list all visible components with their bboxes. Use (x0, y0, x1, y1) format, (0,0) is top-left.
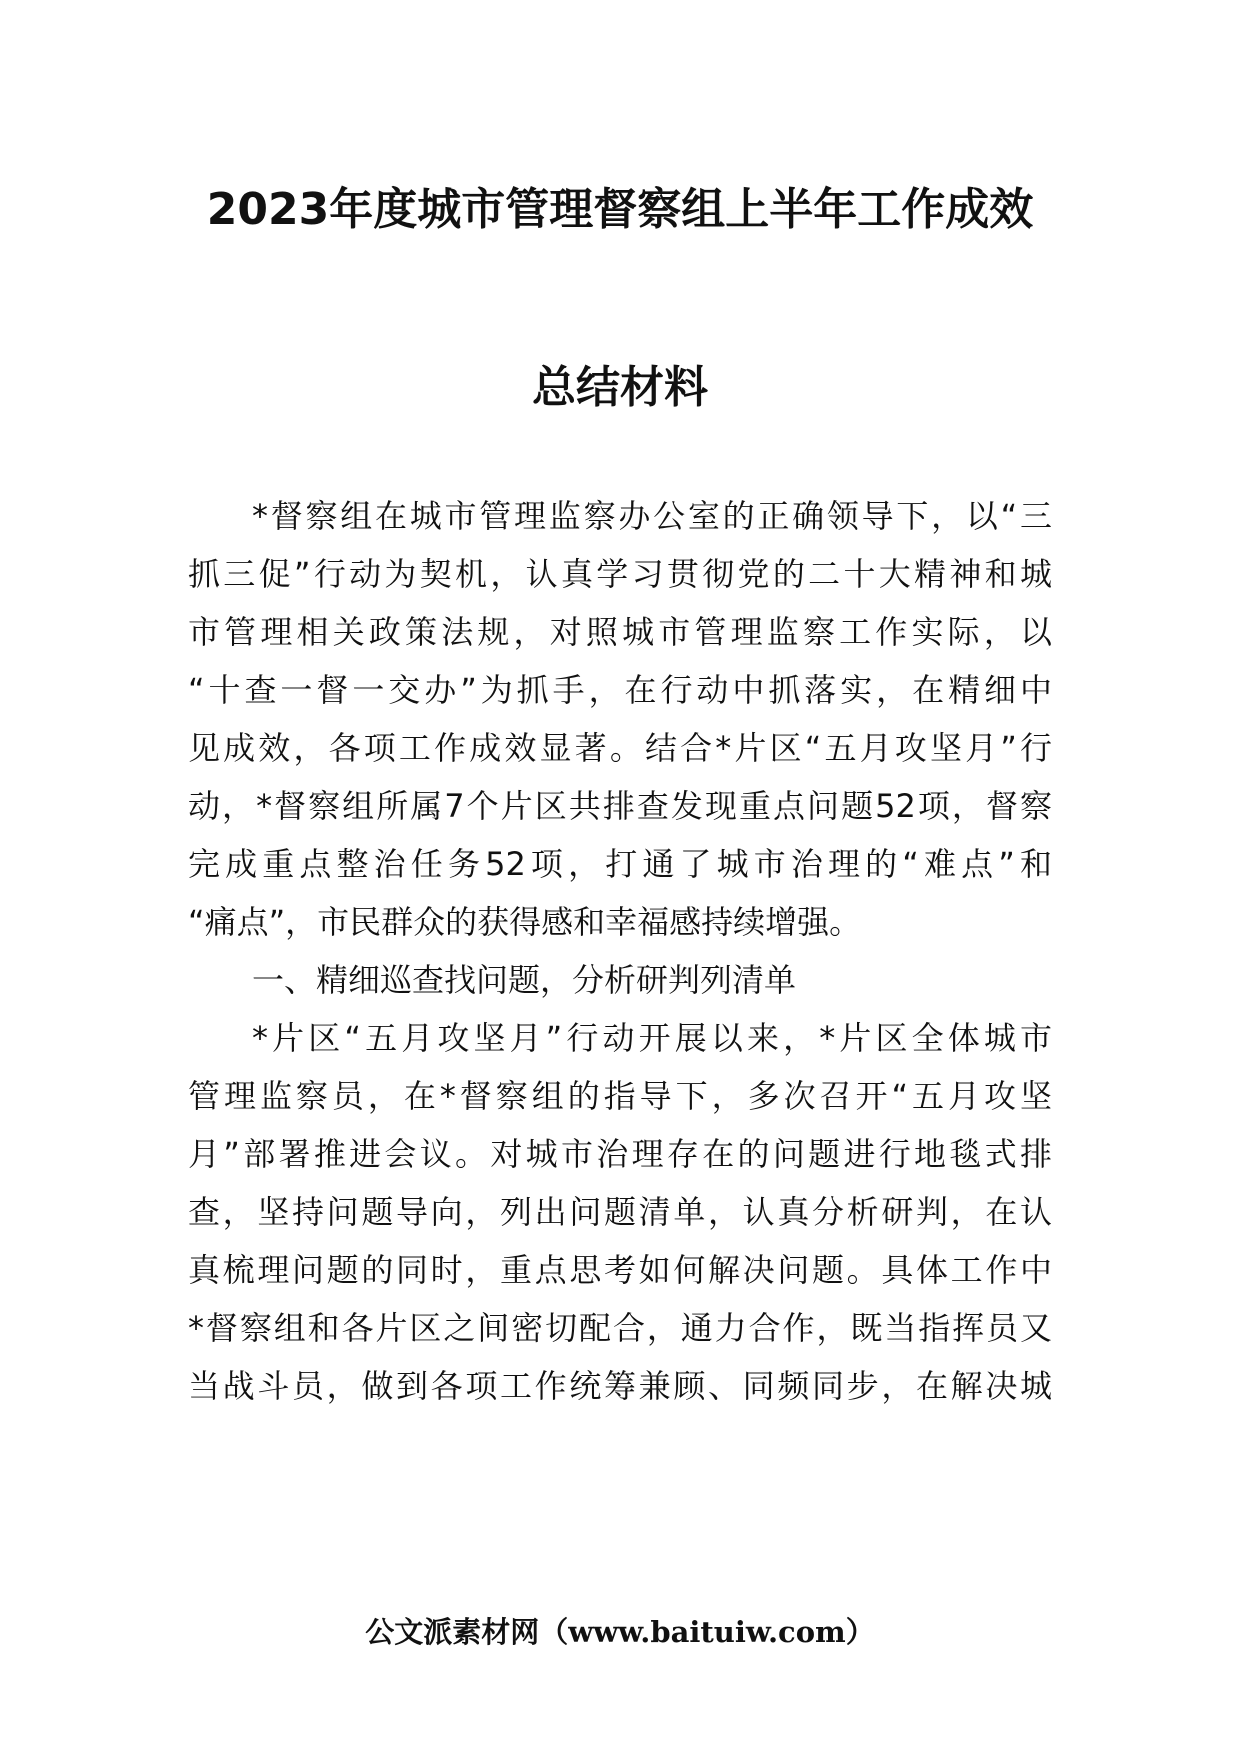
paragraph-2-line-5: 真梳理问题的同时，重点思考如何解决问题。具体工作中 (188, 1251, 1052, 1289)
paragraph-2-line-6: *督察组和各片区之间密切配合，通力合作，既当指挥员又 (188, 1309, 1052, 1347)
paragraph-1-line-1: *督察组在城市管理监察办公室的正确领导下，以“三 (252, 497, 1052, 535)
paragraph-2-line-7: 当战斗员，做到各项工作统筹兼顾、同频同步，在解决城 (188, 1367, 1052, 1405)
paragraph-1-line-7: 完成重点整治任务52项，打通了城市治理的“难点”和 (188, 845, 1052, 883)
paragraph-2-line-2: 管理监察员，在*督察组的指导下，多次召开“五月攻坚 (188, 1077, 1052, 1115)
paragraph-1-line-2: 抓三促”行动为契机，认真学习贯彻党的二十大精神和城 (188, 555, 1052, 593)
paragraph-1-line-8: “痛点”，市民群众的获得感和幸福感持续增强。 (188, 903, 862, 941)
paragraph-1-line-3: 市管理相关政策法规，对照城市管理监察工作实际，以 (188, 613, 1052, 651)
footer-watermark: 公文派素材网（www.baituiw.com） (365, 1615, 875, 1649)
paragraph-2-line-3: 月”部署推进会议。对城市治理存在的问题进行地毯式排 (188, 1135, 1052, 1173)
paragraph-1-line-5: 见成效，各项工作成效显著。结合*片区“五月攻坚月”行 (188, 729, 1052, 767)
document-title-line-1: 2023年度城市管理督察组上半年工作成效 (206, 184, 1034, 235)
section-heading-1: 一、精细巡查找问题，分析研判列清单 (252, 961, 797, 999)
paragraph-2-line-1: *片区“五月攻坚月”行动开展以来，*片区全体城市 (252, 1019, 1052, 1057)
document-title-line-2: 总结材料 (532, 362, 708, 413)
paragraph-1-line-6: 动，*督察组所属7个片区共排查发现重点问题52项，督察 (188, 787, 1052, 825)
paragraph-1-line-4: “十查一督一交办”为抓手，在行动中抓落实，在精细中 (188, 671, 1052, 709)
paragraph-2-line-4: 查，坚持问题导向，列出问题清单，认真分析研判，在认 (188, 1193, 1052, 1231)
